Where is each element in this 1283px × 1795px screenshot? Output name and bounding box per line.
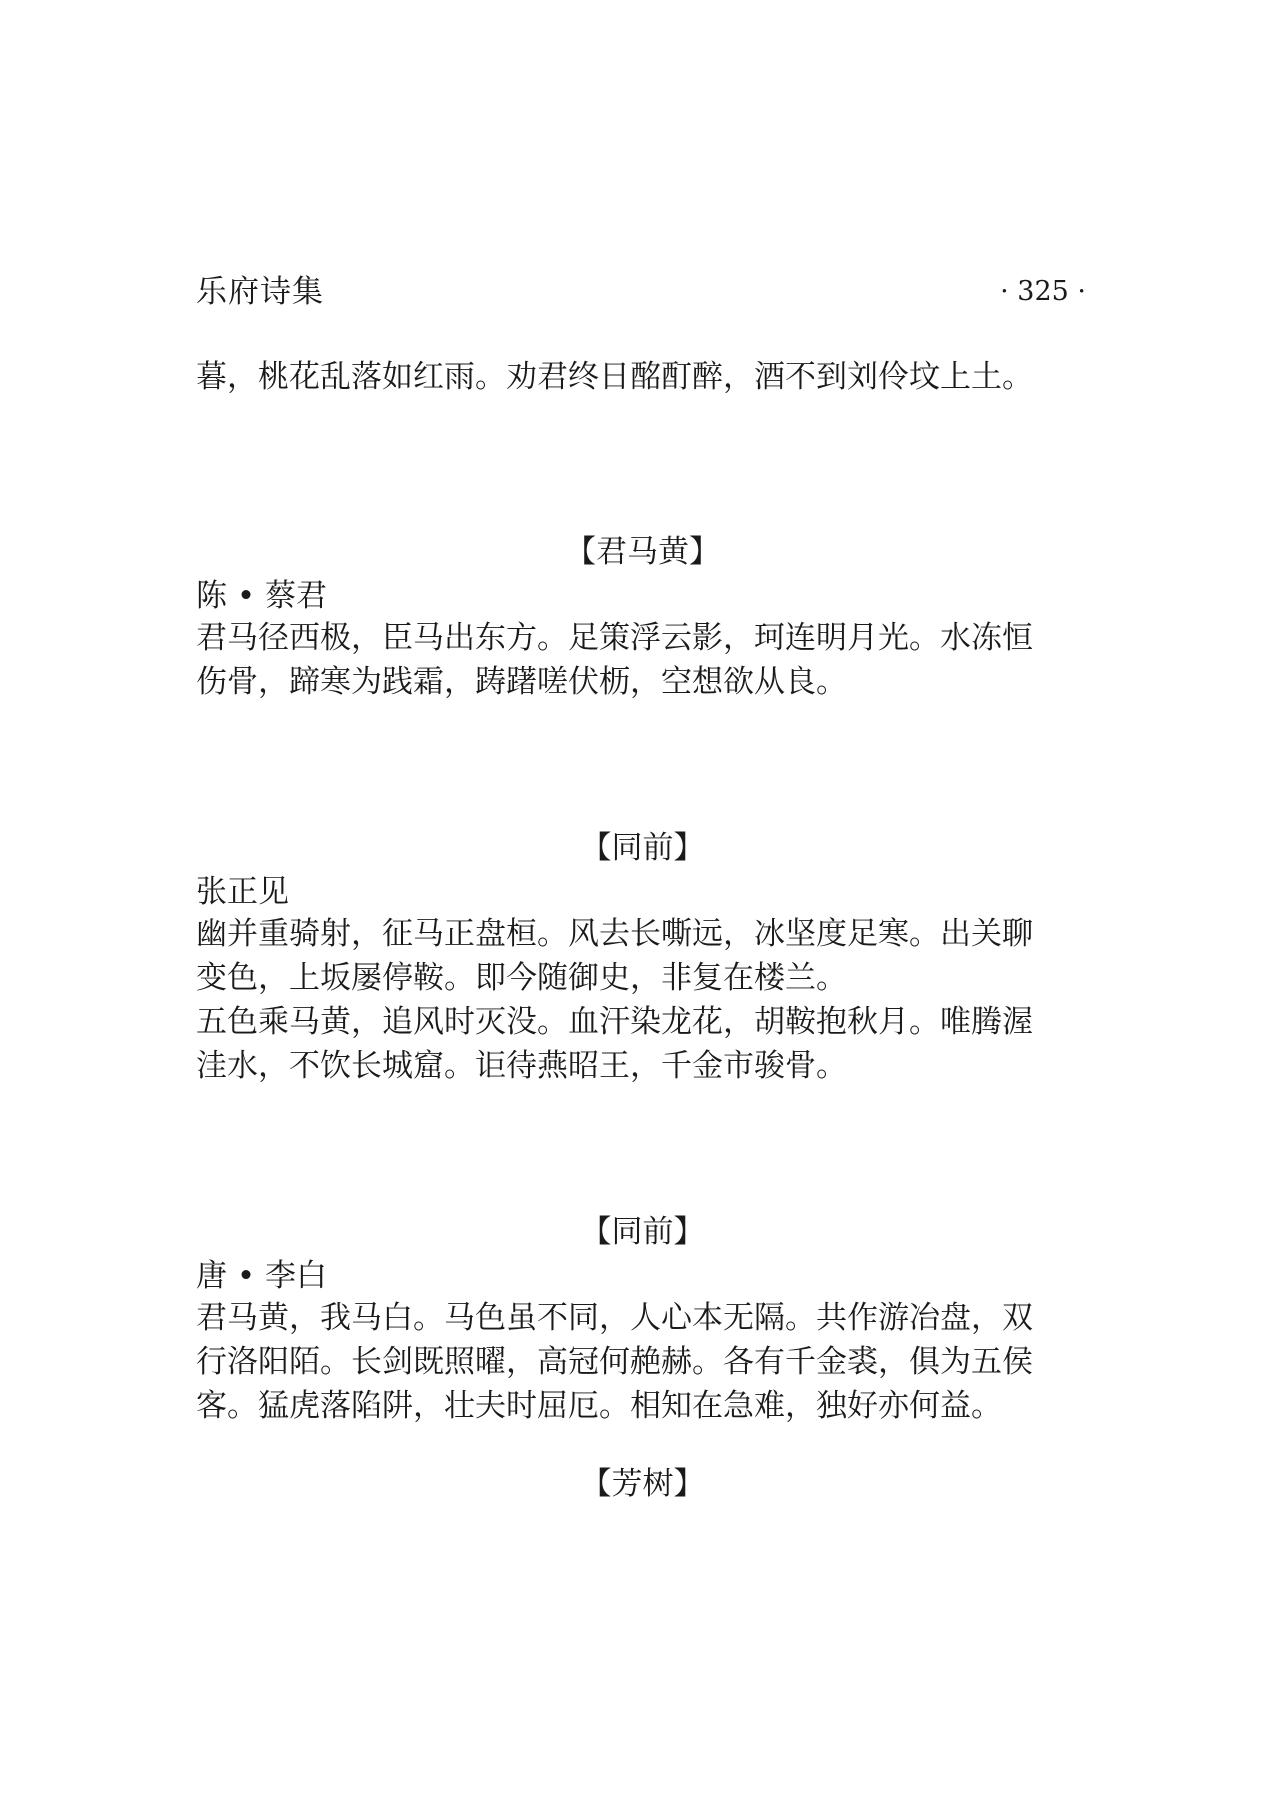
page-number: · 325 · [1000, 276, 1086, 307]
poem-title: 【君马黄】 [565, 534, 720, 570]
text-line: 暮，桃花乱落如红雨。劝君终日酩酊醉，酒不到刘伶坟上土。 [196, 359, 1033, 395]
text-line: 五色乘马黄，追风时灭没。血汗染龙花，胡鞍抱秋月。唯腾渥 [196, 1004, 1033, 1040]
text-line: 幽并重骑射，征马正盘桓。风去长嘶远，冰坚度足寒。出关聊 [196, 916, 1033, 952]
text-line: 君马黄，我马白。马色虽不同，人心本无隔。共作游冶盘，双 [196, 1300, 1033, 1336]
text-line: 客。猛虎落陷阱，壮夫时屈厄。相知在急难，独好亦何益。 [196, 1388, 1002, 1424]
text-line: 行洛阳陌。长剑既照曜，高冠何赩赫。各有千金裘，俱为五侯 [196, 1344, 1033, 1380]
text-line: 变色，上坂屡停鞍。即今随御史，非复在楼兰。 [196, 960, 847, 996]
text-line: 洼水，不饮长城窟。讵待燕昭王，千金市骏骨。 [196, 1048, 847, 1084]
book-title: 乐府诗集 [196, 274, 324, 310]
poem-author: 唐 • 李白 [196, 1258, 327, 1294]
poem-body [196, 616, 1089, 704]
poem-author: 陈 • 蔡君 [196, 578, 327, 614]
poem-title: 【芳树】 [580, 1466, 705, 1502]
text-line: 君马径西极，臣马出东方。足策浮云影，珂连明月光。水冻恒 [196, 620, 1033, 656]
poem-author: 张正见 [196, 874, 289, 910]
poem-body [196, 912, 1089, 1088]
continuation-paragraph [196, 355, 1089, 399]
running-header [196, 270, 1086, 314]
text-line: 伤骨，蹄寒为践霜，踌躇嗟伏枥，空想欲从良。 [196, 664, 847, 700]
poem-title: 【同前】 [580, 1214, 705, 1250]
poem-title: 【同前】 [580, 830, 705, 866]
poem-body [196, 1296, 1089, 1428]
